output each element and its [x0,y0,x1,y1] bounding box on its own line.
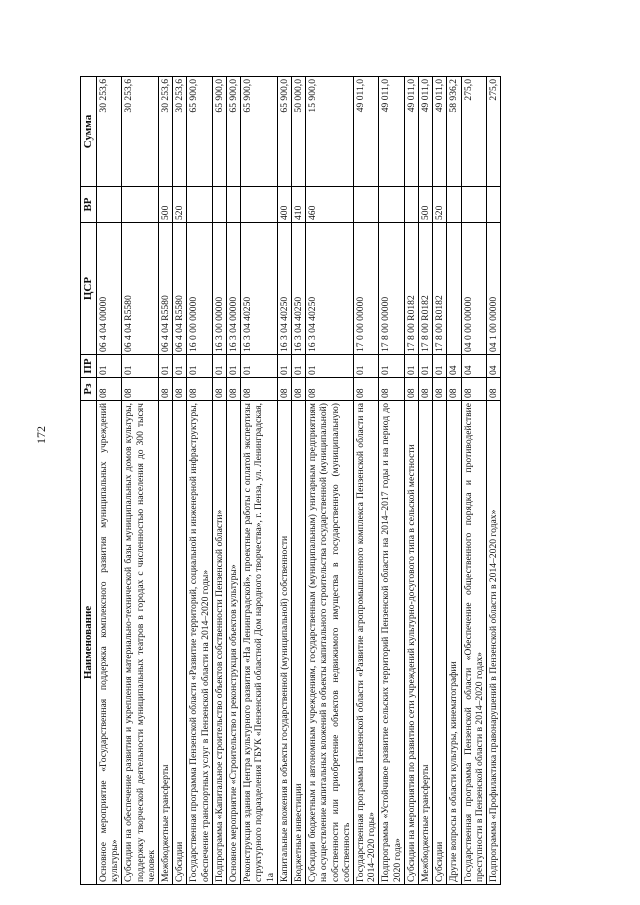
cell-pr: 01 [241,355,278,378]
cell-name: Другие вопросы в области культуры, кинематографии [447,401,461,885]
cell-vr [354,187,379,223]
cell-rz: 08 [212,378,226,401]
cell-rz: 08 [433,378,447,401]
cell-csr: 06 4 04 R5580 [159,223,173,355]
header-csr: ЦСР [81,223,97,355]
header-rz: Рз [81,378,97,401]
cell-rz: 08 [159,378,173,401]
cell-sum: 65 900,0 [277,77,291,187]
cell-rz: 08 [97,378,122,401]
cell-csr: 04 1 00 00000 [487,223,501,355]
cell-name: Основное мероприятие «Строительство и реконструкция объектов культуры» [227,401,241,885]
table-row [433,77,447,885]
cell-rz: 08 [227,378,241,401]
cell-vr: 500 [419,187,433,223]
table-row [212,77,226,885]
cell-name: Подпрограмма «Капитальное строительство объектов собственности Пензенской области» [212,401,226,885]
cell-name: Государственная программа Пензенской области «Обеспечение общественного порядка и противодействие преступности в Пензенской области в 2014–2020 годах» [461,401,486,885]
cell-vr [447,187,461,223]
cell-name: Субсидии на обеспечение развития и укрепления материально-технической базы муниципальных домов культуры, поддержку творческой деятельности муниципальных театров в городах с численностью населения до 300 тысяч человек [122,401,159,885]
cell-name: Подпрограмма «Профилактика правонарушений в Пензенской области в 2014–2020 годах» [487,401,501,885]
cell-name: Субсидии [433,401,447,885]
cell-pr: 01 [122,355,159,378]
cell-csr: 17 8 00 R0182 [419,223,433,355]
cell-sum: 58 936,2 [447,77,461,187]
cell-sum: 65 900,0 [187,77,212,187]
cell-rz: 08 [404,378,418,401]
cell-csr: 06 4 04 00000 [97,223,122,355]
cell-csr: 16 0 00 00000 [187,223,212,355]
cell-csr: 16 3 00 00000 [212,223,226,355]
cell-csr: 04 0 00 00000 [461,223,486,355]
header-sum: Сумма [81,77,97,187]
cell-csr: 06 4 04 R5580 [122,223,159,355]
cell-rz: 08 [447,378,461,401]
cell-csr: 17 8 00 00000 [379,223,404,355]
cell-rz: 08 [173,378,187,401]
cell-rz: 08 [306,378,354,401]
budget-table [80,76,501,885]
table-row [187,77,212,885]
cell-rz: 08 [277,378,291,401]
cell-name: Государственная программа Пензенской области «Развитие территорий, социальной и инженерной инфраструктуры, обеспечение транспортных услуг в Пензенской области на 2014–2020 годы» [187,401,212,885]
cell-csr: 16 3 04 40250 [277,223,291,355]
cell-vr [122,187,159,223]
table-row [447,77,461,885]
table-row [173,77,187,885]
cell-pr: 01 [379,355,404,378]
cell-sum: 65 900,0 [212,77,226,187]
cell-rz: 08 [187,378,212,401]
cell-csr: 17 8 00 R0182 [404,223,418,355]
cell-pr: 04 [487,355,501,378]
cell-pr: 04 [447,355,461,378]
header-pr: ПР [81,355,97,378]
cell-sum: 49 011,0 [433,77,447,187]
cell-pr: 01 [97,355,122,378]
cell-sum: 15 900,0 [306,77,354,187]
cell-sum: 49 011,0 [419,77,433,187]
cell-sum: 30 253,6 [159,77,173,187]
cell-vr: 400 [277,187,291,223]
table-row [292,77,306,885]
cell-pr: 01 [173,355,187,378]
cell-pr: 01 [404,355,418,378]
cell-vr [97,187,122,223]
cell-csr: 16 3 04 40250 [292,223,306,355]
cell-name: Подпрограмма «Устойчивое развитие сельских территорий Пензенской области на 2014–2017 годы и на период до 2020 года» [379,401,404,885]
cell-name: Межбюджетные трансферты [419,401,433,885]
table-row [487,77,501,885]
cell-pr: 01 [354,355,379,378]
cell-vr: 520 [173,187,187,223]
page-number: 172 [34,426,48,444]
cell-vr: 410 [292,187,306,223]
cell-pr: 01 [159,355,173,378]
cell-name: Государственная программа Пензенской области «Развитие агропромышленного комплекса Пензенской области на 2014–2020 годы» [354,401,379,885]
header-name: Наименование [81,401,97,885]
cell-pr: 01 [212,355,226,378]
table-row [277,77,291,885]
cell-name: Субсидии бюджетным и автономным учреждениям, государственным (муниципальным) унитарным предприятиям на осуществление капитальных вложений в объекты капитального строительства государственной (муниципальной) собственности или приобретение объектов недвижимого имущества в государственную (муниципальную) собственность [306,401,354,885]
cell-pr: 01 [227,355,241,378]
cell-name: Основное мероприятие «Государственная поддержка комплексного развития муниципальных учреждений культуры» [97,401,122,885]
cell-vr [212,187,226,223]
cell-sum: 275,0 [487,77,501,187]
cell-vr [404,187,418,223]
cell-pr: 01 [419,355,433,378]
cell-csr: 16 3 04 40250 [241,223,278,355]
cell-name: Бюджетные инвестиции [292,401,306,885]
cell-pr: 04 [461,355,486,378]
cell-vr [227,187,241,223]
cell-sum: 65 900,0 [227,77,241,187]
cell-vr: 500 [159,187,173,223]
cell-name: Межбюджетные трансферты [159,401,173,885]
cell-sum: 49 011,0 [379,77,404,187]
cell-name: Субсидии [173,401,187,885]
cell-pr: 01 [306,355,354,378]
cell-csr: 17 8 00 R0182 [433,223,447,355]
table-row [122,77,159,885]
table-row [97,77,122,885]
cell-csr: 06 4 04 R5580 [173,223,187,355]
cell-rz: 08 [487,378,501,401]
table-row [159,77,173,885]
cell-rz: 08 [354,378,379,401]
cell-vr: 520 [433,187,447,223]
cell-name: Субсидии на мероприятия по развитию сети учреждений культурно-досугового типа в сельской местности [404,401,418,885]
cell-vr: 460 [306,187,354,223]
cell-rz: 08 [122,378,159,401]
cell-rz: 08 [379,378,404,401]
cell-rz: 08 [241,378,278,401]
cell-sum: 30 253,6 [97,77,122,187]
cell-csr [447,223,461,355]
cell-rz: 08 [419,378,433,401]
table-row [354,77,379,885]
cell-sum: 49 011,0 [354,77,379,187]
cell-name: Реконструкция здания Центра культурного развития «На Ленинградской», проектные работы с оплатой экспертизы структурного подразделения ГБУК «Пензенский областной Дом народного творчества», г. Пенза, ул. Ленинградская, 1а [241,401,278,885]
table-header-row [81,77,97,885]
header-vr: ВР [81,187,97,223]
cell-sum: 30 253,6 [122,77,159,187]
cell-csr: 17 0 00 00000 [354,223,379,355]
table-body [97,77,501,885]
table-row [419,77,433,885]
table-row [461,77,486,885]
table-row [379,77,404,885]
cell-pr: 01 [277,355,291,378]
table-row [227,77,241,885]
cell-name: Капитальные вложения в объекты государственной (муниципальной) собственности [277,401,291,885]
cell-sum: 49 011,0 [404,77,418,187]
cell-rz: 08 [292,378,306,401]
cell-vr [487,187,501,223]
cell-csr: 16 3 04 40250 [306,223,354,355]
cell-sum: 65 900,0 [241,77,278,187]
cell-csr: 16 3 04 00000 [227,223,241,355]
cell-vr [461,187,486,223]
cell-sum: 275,0 [461,77,486,187]
cell-sum: 50 000,0 [292,77,306,187]
cell-vr [241,187,278,223]
cell-pr: 01 [187,355,212,378]
table-row [404,77,418,885]
cell-vr [379,187,404,223]
rotated-table-container [80,77,600,885]
cell-pr: 01 [292,355,306,378]
cell-rz: 08 [461,378,486,401]
table-row [241,77,278,885]
cell-sum: 30 253,6 [173,77,187,187]
cell-pr: 01 [433,355,447,378]
cell-vr [187,187,212,223]
table-row [306,77,354,885]
